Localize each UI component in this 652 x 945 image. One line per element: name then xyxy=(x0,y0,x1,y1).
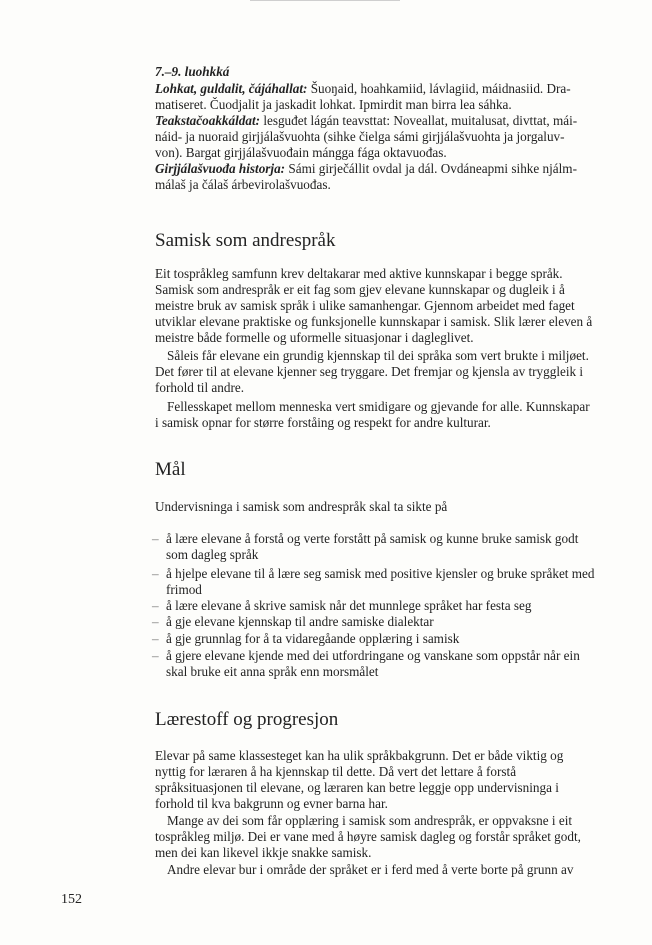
paragraph-line: utviklar elevane praktiske og funksjonelle kunnskapar i samisk. Slik lærer eleven å xyxy=(155,314,593,329)
scan-edge-line xyxy=(250,0,400,1)
paragraph-line: Andre elevar bur i område der språket er i ferd med å verte borte på grunn av xyxy=(167,862,574,877)
paragraph-line: Eit tospråkleg samfunn krev deltakarar med aktive kunnskapar i begge språk. xyxy=(155,266,563,281)
paragraph-line: Samisk som andrespråk er eit fag som gjev elevane kunnskapar og dugleik i å xyxy=(155,282,565,297)
block1-text: lesguđet lágán teavsttat: Noveallat, muitalusat, divttat, mái- xyxy=(260,113,578,128)
list-item-line: frimod xyxy=(166,582,202,597)
paragraph-line: Det fører til at elevane kjenner seg tryggare. Det fremjar og kjensla av tryggleik i xyxy=(155,364,584,379)
paragraph-line: Mange av dei som får opplæring i samisk som andrespråk, er oppvaksne i eit xyxy=(167,813,573,828)
block1-line: málaš ja čálaš árbevirolašvuođas. xyxy=(155,177,331,192)
grade-heading: 7.–9. luohkká xyxy=(155,64,230,79)
section-heading-samisk: Samisk som andrespråk xyxy=(155,230,336,251)
paragraph-line: språksituasjonen til elevane, og læraren kan betre leggje opp undervisninga i xyxy=(155,780,559,795)
list-item-line: å gje elevane kjennskap til andre samiske dialektar xyxy=(166,614,434,629)
term-lohkat: Lohkat, guldalit, čájáhallat: xyxy=(155,81,308,96)
list-item-line: å gjere elevane kjende med dei utfordringane og vanskane som oppstår når ein xyxy=(166,648,580,663)
page-number: 152 xyxy=(61,892,82,907)
list-item-line: som dagleg språk xyxy=(166,547,259,562)
dash-marker: – xyxy=(152,598,159,613)
dash-marker: – xyxy=(152,631,159,646)
block1-line xyxy=(155,81,615,97)
block1-line: von). Bargat girjjálašvuođain mángga fága oktavuođas. xyxy=(155,145,447,160)
dash-marker: – xyxy=(152,614,159,629)
dash-marker: – xyxy=(152,566,159,581)
term-historja: Girjjálašvuođa historja: xyxy=(155,161,286,176)
list-item-line: skal bruke eit anna språk enn morsmålet xyxy=(166,664,379,679)
block1-text: Šuoŋaid, hoahkamiid, lávlagiid, máidnasiid. Dra- xyxy=(307,81,571,96)
paragraph-line: forhold til kva bakgrunn og evner barna har. xyxy=(155,796,388,811)
paragraph-line: meistre bruk av samisk språk i ulike samanhengar. Gjennom arbeidet med faget xyxy=(155,298,575,313)
paragraph-line: Såleis får elevane ein grundig kjennskap til dei språka som vert brukte i miljøet. xyxy=(167,348,589,363)
list-item-line: å hjelpe elevane til å lære seg samisk med positive kjensler og bruke språket med xyxy=(166,566,595,581)
paragraph-line: nyttig for læraren å ha kjennskap til dette. Då vert det lettare å forstå xyxy=(155,764,517,779)
block1-line xyxy=(155,161,615,177)
section-heading-laerestoff: Lærestoff og progresjon xyxy=(155,709,339,730)
term-teaksta: Teakstačoakkáldat: xyxy=(155,113,261,128)
paragraph-line: meistre både formelle og uformelle situasjonar i dagleglivet. xyxy=(155,330,474,345)
paragraph-line: i samisk opnar for større forståing og respekt for andre kulturar. xyxy=(155,415,491,430)
dash-marker: – xyxy=(152,531,159,546)
paragraph-line: tospråkleg miljø. Dei er vane med å høyre samisk dagleg og forstår språket godt, xyxy=(155,829,581,844)
paragraph-line: men dei kan likevel ikkje snakke samisk. xyxy=(155,845,372,860)
list-item-line: å lære elevane å skrive samisk når det munnlege språket har festa seg xyxy=(166,598,532,613)
paragraph-line: forhold til andre. xyxy=(155,380,244,395)
dash-marker: – xyxy=(152,648,159,663)
intro-line: Undervisninga i samisk som andrespråk skal ta sikte på xyxy=(155,499,448,514)
paragraph-line: Fellesskapet mellom menneska vert smidigare og gjevande for alle. Kunnskapar xyxy=(167,399,590,414)
list-item-line: å lære elevane å forstå og verte forstått på samisk og kunne bruke samisk godt xyxy=(166,531,579,546)
block1-line: matiseret. Čuodjalit ja jaskadit lohkat. Ipmirdit man birra lea sáhka. xyxy=(155,97,512,112)
paragraph-line: Elevar på same klassesteget kan ha ulik språkbakgrunn. Det er både viktig og xyxy=(155,748,564,763)
block1-text: Sámi girječállit ovdal ja dál. Ovdáneapmi sihke njálm- xyxy=(285,161,577,176)
block1-line xyxy=(155,113,615,129)
block1-line: náid- ja nuoraid girjjálašvuohta (sihke čielga sámi girjjálašvuohta ja jorgaluv- xyxy=(155,129,565,144)
section-heading-mal: Mål xyxy=(155,459,186,480)
list-item-line: å gje grunnlag for å ta vidaregåande opplæring i samisk xyxy=(166,631,460,646)
